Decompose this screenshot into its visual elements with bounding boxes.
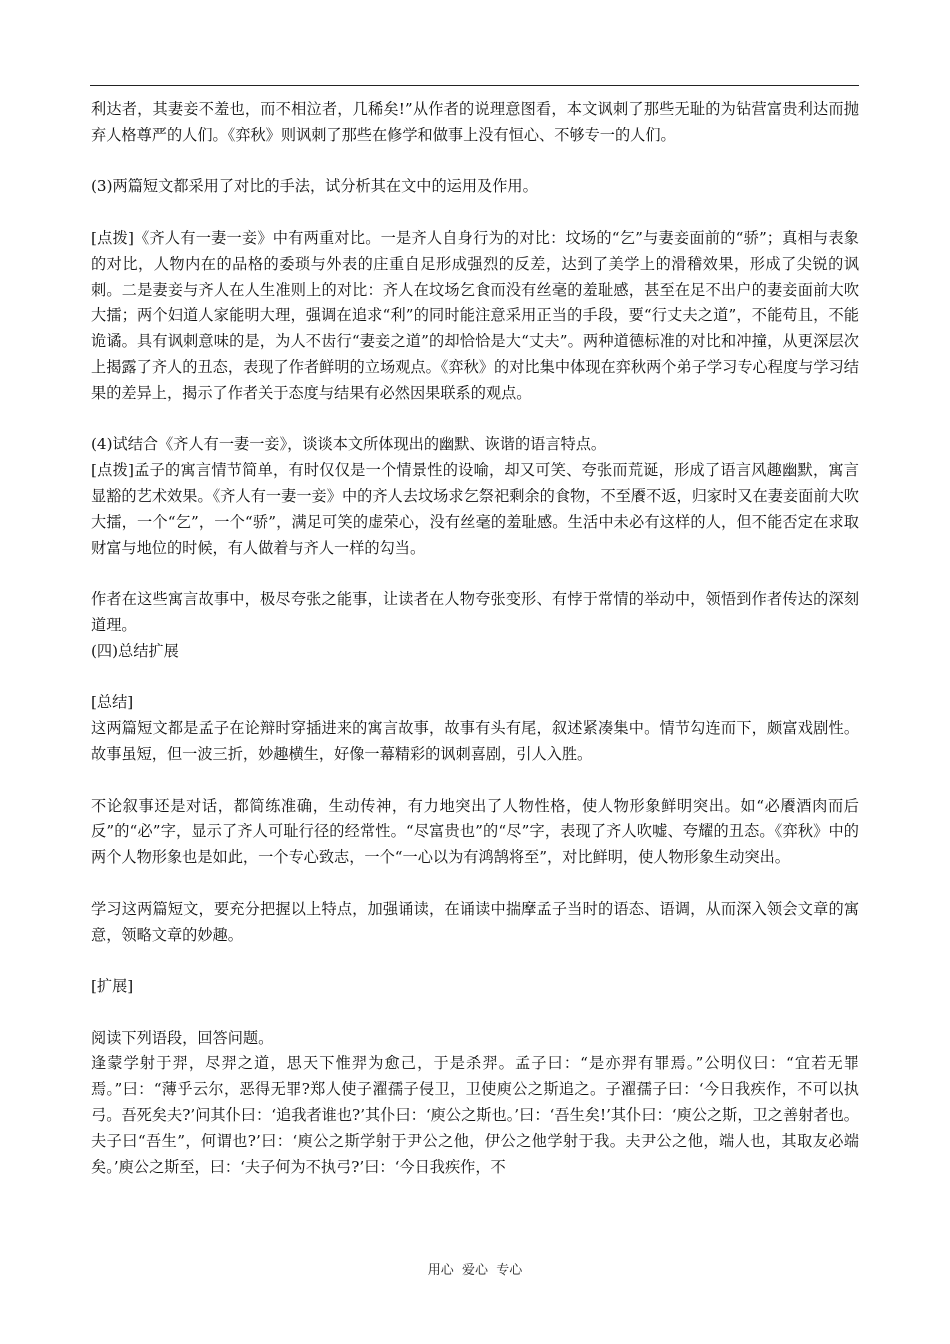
summary-label: [总结] [91,693,134,712]
hint-3: [点拨]《齐人有一妻一妾》中有两重对比。一是齐人自身行为的对比：坟场的“乞”与妻妾面前的“骄”；真相与表象的对比，人物内在的品格的委琐与外表的庄重自足形成强烈的反差，达到了美学上的滑稽效果，形成了尖锐的讽刺。二是妻妾与齐人在人生准则上的对比：齐人在坟场乞食而没有丝毫的羞耻感，甚至在足不出户的妻妾面前大吹大擂；两个妇道人家能明大理，强调在追求“利”的同时能注意采用正当的手段，要“行丈夫之道”，不能苟且，不能诡谲。具有讽刺意味的是，为人不齿行“妻妾之道”的却恰恰是大“丈夫”。两种道德标准的对比和冲撞，从更深层次上揭露了齐人的丑态，表现了作者鲜明的立场观点。《弈秋》的对比集中体现在弈秋两个弟子学习专心程度与学习结果的差异上，揭示了作者关于态度与结果有必然因果联系的观点。 [91,228,859,402]
summary-paragraph-3: 学习这两篇短文，要充分把握以上特点，加强诵读，在诵读中揣摩孟子当时的语态、语调，从而深入领会文章的寓意，领略文章的妙趣。 [91,899,859,944]
reading-instruction: 阅读下列语段，回答问题。 [91,1028,274,1047]
section-heading-summary-extension: (四)总结扩展 [91,641,179,660]
paragraph-exaggeration: 作者在这些寓言故事中，极尽夸张之能事，让读者在人物夸张变形、有悖于常情的举动中，领悟到作者传达的深刻道理。 [91,590,859,634]
summary-paragraph-2: 不论叙事还是对话，都简练准确，生动传神，有力地突出了人物性格，使人物形象鲜明突出。如“必餍酒肉而后反”的“必”字，显示了齐人可耻行径的经常性。“尽富贵也”的“尽”字，表现了齐人吹嘘、夸耀的丑态。《弈秋》中的两个人物形象也是如此，一个专心致志，一个“一心以为有鸿鹄将至”，对比鲜明，使人物形象生动突出。 [91,796,859,867]
question-4: (4)试结合《齐人有一妻一妾》，谈谈本文所体现出的幽默、诙谐的语言特点。 [91,435,607,454]
hint-4: [点拨]孟子的寓言情节简单，有时仅仅是一个情景性的设喻，却又可笑、夸张而荒诞，形成了语言风趣幽默，寓言显豁的艺术效果。《齐人有一妻一妾》中的齐人去坟场求乞祭祀剩余的食物，不至餍不返，归家时又在妻妾面前大吹大擂，一个“乞”，一个“骄”，满足可笑的虚荣心，没有丝毫的羞耻感。生活中未必有这样的人，但不能否定在求取财富与地位的时候，有人做着与齐人一样的勾当。 [91,461,859,557]
page-footer: 用心 爱心 专心 [427,1263,523,1278]
question-3: (3)两篇短文都采用了对比的手法，试分析其在文中的运用及作用。 [91,177,538,196]
extension-label: [扩展] [91,977,134,996]
document-body [91,97,859,1180]
summary-paragraph-1: 这两篇短文都是孟子在论辩时穿插进来的寓言故事，故事有头有尾，叙述紧凑集中。情节勾连而下，颇富戏剧性。故事虽短，但一波三折，妙趣横生，好像一幕精彩的讽刺喜剧，引人入胜。 [91,719,859,763]
reading-passage: 逢蒙学射于羿，尽羿之道，思天下惟羿为愈己，于是杀羿。孟子曰：“是亦羿有罪焉。”公明仪曰：“宜若无罪焉。”曰：“薄乎云尔，恶得无罪?郑人使子濯孺子侵卫，卫使庾公之斯追之。子濯孺子曰：‘今日我疾作，不可以执弓。吾死矣夫?’问其仆曰：‘追我者谁也?’其仆曰：‘庾公之斯也。’曰：‘吾生矣!’其仆曰：‘庾公之斯，卫之善射者也。夫子曰“吾生”，何谓也?’曰：‘庾公之斯学射于尹公之他，伊公之他学射于我。夫尹公之他，端人也，其取友必端矣。’庾公之斯至，曰：‘夫子何为不执弓?’曰：‘今日我疾作，不 [91,1054,859,1176]
header-rule [90,85,859,86]
paragraph-satire-conclusion: 利达者，其妻妾不羞也，而不相泣者，几稀矣!”从作者的说理意图看，本文讽刺了那些无耻的为钻营富贵利达而抛弃人格尊严的人们。《弈秋》则讽刺了那些在修学和做事上没有恒心、不够专一的人们。 [91,100,859,144]
